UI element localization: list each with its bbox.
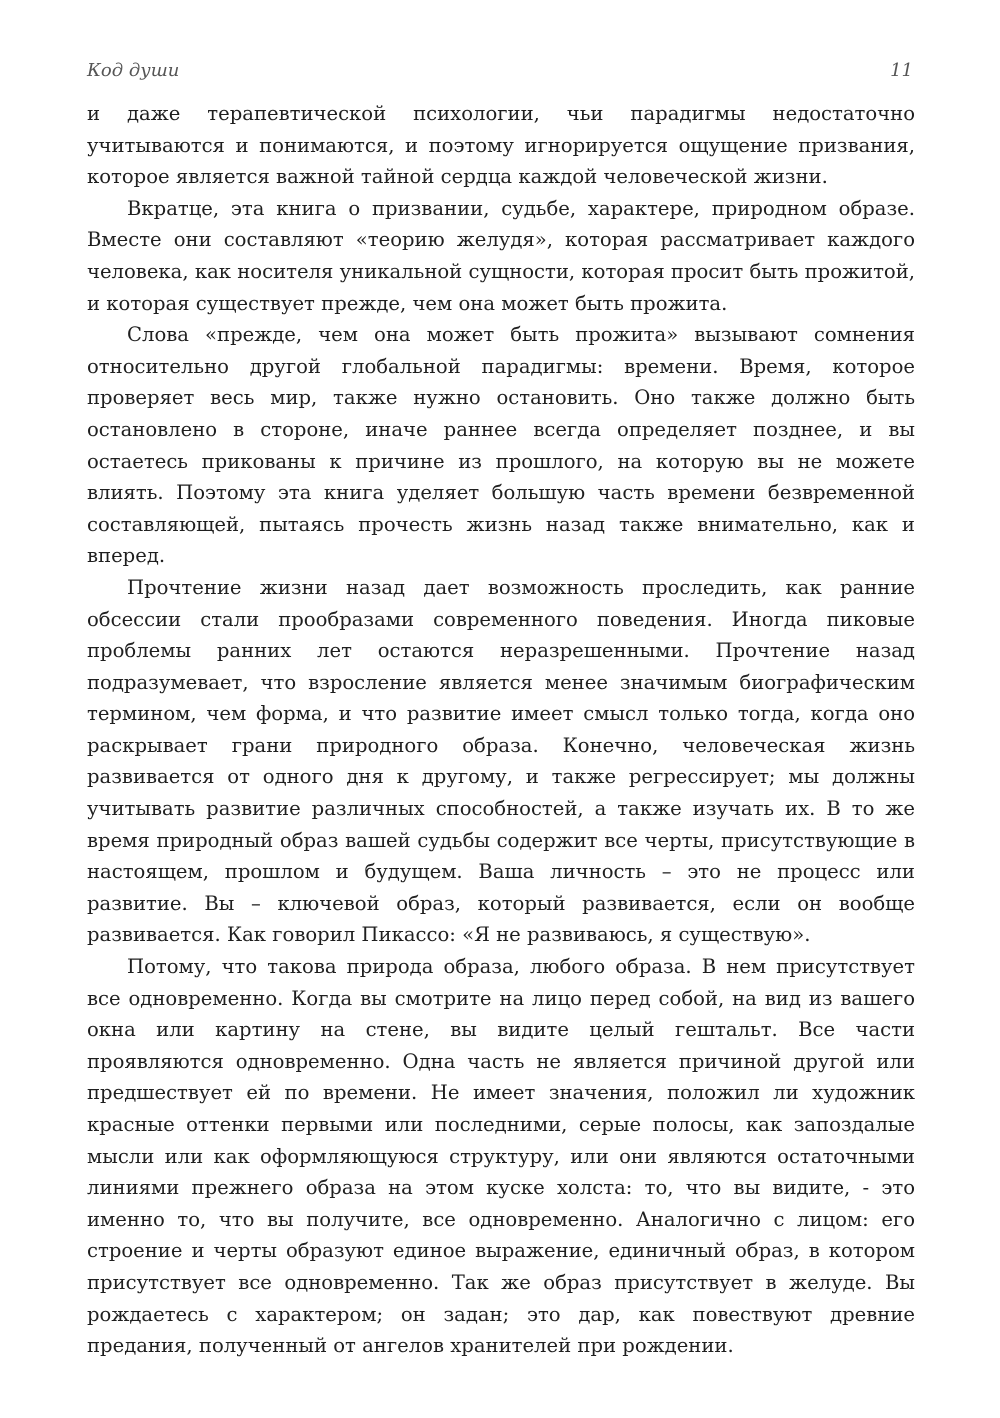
paragraph-continuation: и даже терапевтической психологии, чьи парадигмы недостаточно учитываются и понимаются, и поэтому игнорируется ощущение призвания, которое является важной тайной сердца каждой человеческой жизни. xyxy=(87,102,915,189)
paragraph: Вкратце, эта книга о призвании, судьбе, характере, природном образе. Вместе они составляют «теорию желудя», которая рассматривает каждого человека, как носителя уникальной сущности, которая просит быть прожитой, и которая существует прежде, чем она может быть прожита. xyxy=(87,196,915,315)
paragraph: Потому, что такова природа образа, любого образа. В нем присутствует все одновременно. Когда вы смотрите на лицо перед собой, на вид из вашего окна или картину на стене, вы видите целый гештальт. Все части проявляются одновременно. Одна часть не является причиной другой или предшествует ей по времени. Не имеет значения, положил ли художник красные оттенки первыми или последними, серые полосы, как запоздалые мысли или как оформляющуюся структуру, или они являются остаточными линиями прежнего образа на этом куске холста: то, что вы видите, - это именно то, что вы получите, все одновременно. Аналогично с лицом: его строение и черты образуют единое выражение, единичный образ, в котором присутствует все одновременно. Так же образ присутствует в желуде. Вы рождаетесь с характером; он задан; это дар, как повествуют древние предания, полученный от ангелов хранителей при рождении. xyxy=(87,955,915,1358)
body-text xyxy=(87,98,915,1362)
paragraph: Слова «прежде, чем она может быть прожита» вызывают сомнения относительно другой глобальной парадигмы: времени. Время, которое проверяет весь мир, также нужно остановить. Оно также должно быть остановлено в стороне, иначе раннее всегда определяет позднее, и вы остаетесь прикованы к причине из прошлого, на которую вы не можете влиять. Поэтому эта книга уделяет большую часть времени безвременной составляющей, пытаясь прочесть жизнь назад также внимательно, как и вперед. xyxy=(87,323,915,568)
running-header xyxy=(87,60,913,86)
running-head-title: Код души xyxy=(87,60,180,81)
page-number: 11 xyxy=(890,60,913,81)
paragraph: Прочтение жизни назад дает возможность проследить, как ранние обсессии стали прообразами современного поведения. Иногда пиковые проблемы ранних лет остаются неразрешенными. Прочтение назад подразумевает, что взросление является менее значимым биографическим термином, чем форма, и что развитие имеет смысл только тогда, когда оно раскрывает грани природного образа. Конечно, человеческая жизнь развивается от одного дня к другому, и также регрессирует; мы должны учитывать развитие различных способностей, а также изучать их. В то же время природный образ вашей судьбы содержит все черты, присутствующие в настоящем, прошлом и будущем. Ваша личность – это не процесс или развитие. Вы – ключевой образ, который развивается, если он вообще развивается. Как говорил Пикассо: «Я не развиваюсь, я существую». xyxy=(87,575,915,947)
